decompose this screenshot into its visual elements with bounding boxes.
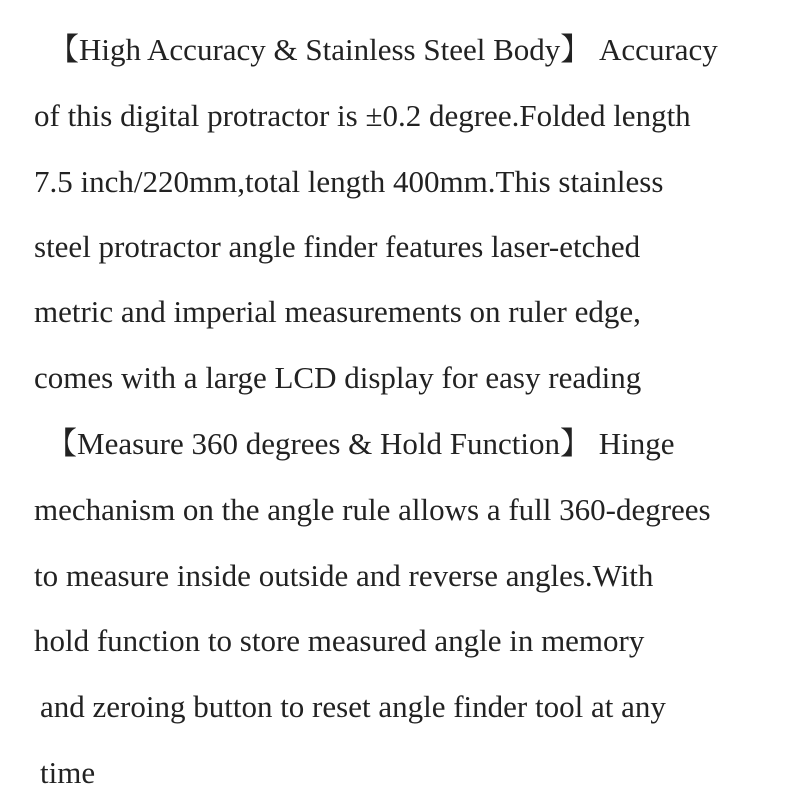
text-line: mechanism on the angle rule allows a full 360-degrees xyxy=(34,492,711,527)
text-line: to measure inside outside and reverse angles.With xyxy=(34,558,654,593)
text-line: 7.5 inch/220mm,total length 400mm.This stainless xyxy=(34,164,664,199)
text-line: metric and imperial measurements on ruler edge, xyxy=(34,294,641,329)
text-line: 【High Accuracy & Stainless Steel Body】 Accuracy xyxy=(48,32,718,67)
text-line: and zeroing button to reset angle finder tool at any xyxy=(40,689,666,724)
text-line: 【Measure 360 degrees & Hold Function】 Hinge xyxy=(46,426,675,461)
text-line: of this digital protractor is ±0.2 degree.Folded length xyxy=(34,98,691,133)
text-line: time xyxy=(40,755,96,790)
text-line: steel protractor angle finder features laser-etched xyxy=(34,229,641,264)
text-line: hold function to store measured angle in memory xyxy=(34,623,645,658)
text-line: comes with a large LCD display for easy reading xyxy=(34,360,642,395)
